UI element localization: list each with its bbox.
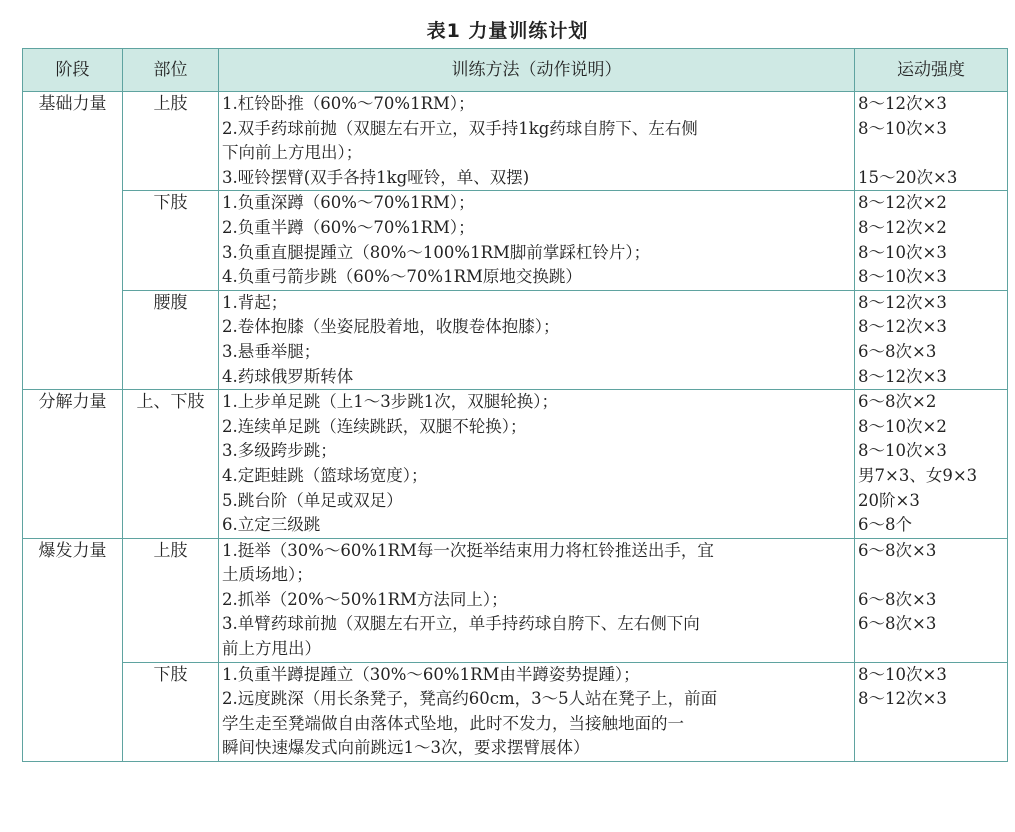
method-line: 5.跳台阶（单足或双足） [222,490,403,510]
intensity-cell [855,390,1008,539]
method-line: 2.连续单足跳（连续跳跃，双腿不轮换）； [222,416,527,436]
intensity-cell [855,538,1008,662]
intensity-line [858,563,1004,588]
table-row [23,662,1008,761]
method-line: 4.负重弓箭步跳（60%～70%1RM原地交换跳） [222,267,582,287]
table-row [23,191,1008,290]
table-row [23,290,1008,389]
header-row [23,49,1008,92]
intensity-cell [855,191,1008,290]
header-stage: 阶段 [23,49,123,92]
method-line: 3.哑铃摆臂(双手各持1kg哑铃，单、双摆) [222,167,530,187]
header-method: 训练方法（动作说明） [219,49,855,92]
table-row [23,390,1008,539]
intensity-line: 6～8次×3 [858,614,937,634]
intensity-cell [855,290,1008,389]
intensity-line: 8～12次×3 [858,689,947,709]
intensity-line: 8～10次×3 [858,664,947,684]
method-line: 下向前上方甩出）； [222,143,363,163]
header-part: 部位 [123,49,219,92]
part-cell: 下肢 [123,662,219,761]
intensity-line: 8～10次×2 [858,416,947,436]
method-line: 学生走至凳端做自由落体式坠地，此时不发力，当接触地面的一 [222,713,684,733]
table-row [23,92,1008,191]
method-line: 1.杠铃卧推（60%～70%1RM）； [222,94,475,113]
method-line: 土质场地）； [222,565,313,585]
method-line: 2.抓举（20%～50%1RM方法同上）； [222,589,508,609]
method-line: 3.多级跨步跳； [222,441,337,461]
part-cell: 上肢 [123,538,219,662]
method-line: 1.负重深蹲（60%～70%1RM）； [222,193,475,213]
method-line: 前上方甩出） [222,639,321,659]
method-line: 1.上步单足跳（上1～3步跳1次，双腿轮换）； [222,392,558,412]
intensity-line: 8～12次×3 [858,366,947,386]
stage-cell: 爆发力量 [23,538,123,761]
part-cell: 上肢 [123,92,219,191]
intensity-line: 8～12次×2 [858,193,947,213]
method-line: 2.双手药球前抛（双腿左右开立，双手持1kg药球自胯下、左右侧 [222,118,698,138]
training-plan-table [22,48,1008,762]
intensity-cell [855,92,1008,191]
method-cell [219,390,855,539]
intensity-line: 8～12次×3 [858,292,947,312]
intensity-line: 6～8次×2 [858,392,937,412]
table-row [23,538,1008,662]
intensity-line [858,736,1004,761]
method-line: 1.挺举（30%～60%1RM每一次挺举结束用力将杠铃推送出手，宜 [222,540,714,560]
intensity-line: 6～8次×3 [858,589,937,609]
intensity-line: 6～8次×3 [858,341,937,361]
intensity-line: 8～12次×2 [858,217,947,237]
intensity-line: 8～10次×3 [858,441,947,461]
method-line: 3.单臂药球前抛（双腿左右开立，单手持药球自胯下、左右侧下向 [222,614,700,634]
intensity-line: 8～12次×3 [858,94,947,113]
part-cell: 下肢 [123,191,219,290]
table-body [23,92,1008,762]
method-line: 2.远度跳深（用长条凳子，凳高约60cm，3～5人站在凳子上，前面 [222,689,718,709]
intensity-line [858,141,1004,166]
intensity-line [858,712,1004,737]
intensity-line: 8～10次×3 [858,118,947,138]
table-title: 表1 力量训练计划 [426,20,589,42]
header-intensity: 运动强度 [855,49,1008,92]
method-line: 2.卷体抱膝（坐姿屁股着地，收腹卷体抱膝）； [222,317,560,337]
intensity-line: 男7×3、女9×3 [858,465,978,485]
intensity-line: 20阶×3 [858,490,920,510]
stage-cell: 基础力量 [23,92,123,390]
method-line: 4.药球俄罗斯转体 [222,366,354,386]
method-line: 1.背起； [222,292,288,312]
intensity-line: 8～12次×3 [858,317,947,337]
method-line: 6.立定三级跳 [222,515,321,535]
method-line: 瞬间快速爆发式向前跳远1～3次，要求摆臂展体） [222,738,590,758]
method-cell [219,662,855,761]
intensity-line: 8～10次×3 [858,242,947,262]
part-cell: 上、下肢 [123,390,219,539]
method-cell [219,290,855,389]
intensity-line: 6～8个 [858,515,912,535]
method-line: 3.悬垂举腿； [222,341,321,361]
method-cell [219,191,855,290]
intensity-line: 8～10次×3 [858,267,947,287]
method-cell [219,92,855,191]
intensity-line: 6～8次×3 [858,540,937,560]
method-line: 1.负重半蹲提踵立（30%～60%1RM由半蹲姿势提踵）； [222,664,640,684]
method-line: 3.负重直腿提踵立（80%～100%1RM脚前掌踩杠铃片）； [222,242,651,262]
intensity-cell [855,662,1008,761]
method-cell [219,538,855,662]
intensity-line: 15～20次×3 [858,167,958,187]
intensity-line [858,637,1004,662]
method-line: 2.负重半蹲（60%～70%1RM）； [222,217,475,237]
method-line: 4.定距蛙跳（篮球场宽度）； [222,465,428,485]
part-cell: 腰腹 [123,290,219,389]
stage-cell: 分解力量 [23,390,123,539]
